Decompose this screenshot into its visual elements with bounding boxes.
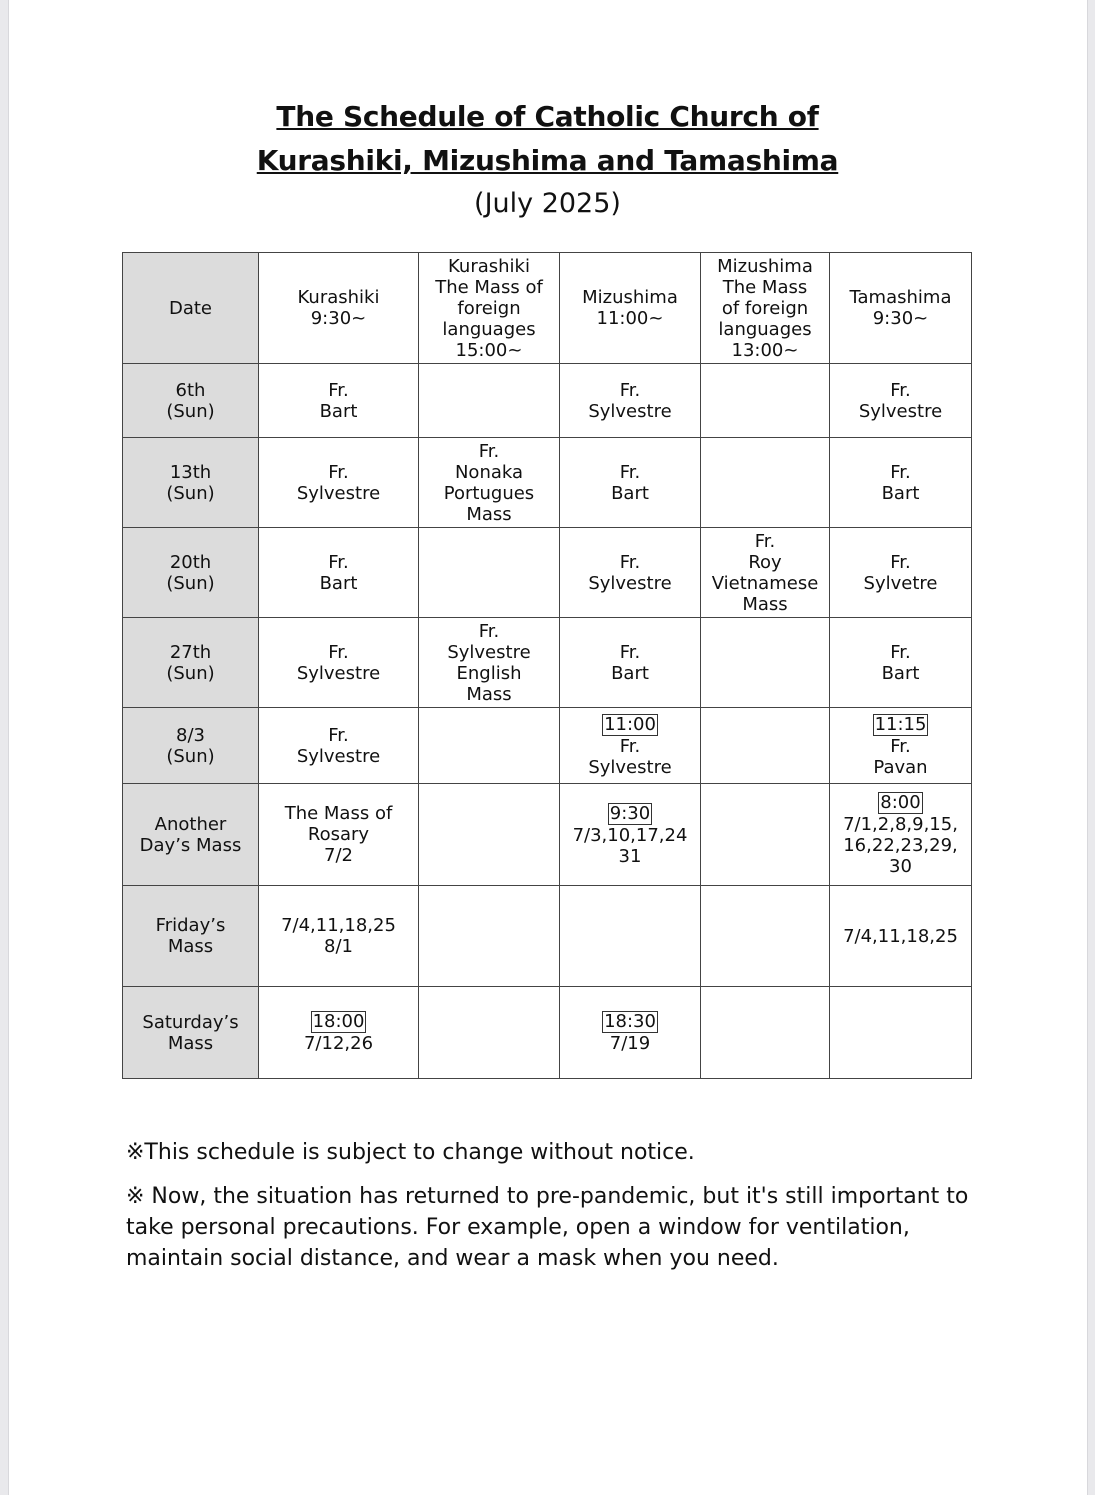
cell-mizushima	[560, 708, 701, 784]
cell-mizushima: Fr. Bart	[560, 438, 701, 528]
cell-mizushima	[560, 784, 701, 886]
table-row	[123, 987, 972, 1079]
header-tamashima: Tamashima 9:30~	[830, 253, 972, 364]
cell-mizushima-foreign	[701, 987, 830, 1079]
cell-kurashiki: 7/4,11,18,25 8/1	[259, 886, 419, 987]
table-row	[123, 364, 972, 438]
cell-text: Fr. Pavan	[873, 735, 928, 778]
header-kurashiki-foreign: Kurashiki The Mass of foreign languages 15:00~	[419, 253, 560, 364]
time-box: 11:00	[604, 713, 656, 735]
cell-kurashiki-foreign	[419, 364, 560, 438]
cell-mizushima-foreign	[701, 886, 830, 987]
row-date: 8/3 (Sun)	[123, 708, 259, 784]
cell-kurashiki-foreign: Fr. Nonaka Portugues Mass	[419, 438, 560, 528]
cell-tamashima: Fr. Bart	[830, 438, 972, 528]
row-date: 13th (Sun)	[123, 438, 259, 528]
row-date: 6th (Sun)	[123, 364, 259, 438]
cell-mizushima-foreign	[701, 784, 830, 886]
cell-tamashima: Fr. Sylvestre	[830, 364, 972, 438]
cell-kurashiki-foreign	[419, 886, 560, 987]
time-box: 8:00	[880, 792, 921, 813]
cell-tamashima	[830, 708, 972, 784]
row-date: Another Day’s Mass	[123, 784, 259, 886]
cell-mizushima: Fr. Sylvestre	[560, 364, 701, 438]
cell-mizushima-foreign	[701, 438, 830, 528]
cell-mizushima: Fr. Sylvestre	[560, 528, 701, 618]
page-title-line1: The Schedule of Catholic Church of	[276, 100, 819, 133]
cell-kurashiki	[259, 987, 419, 1079]
cell-tamashima: Fr. Sylvetre	[830, 528, 972, 618]
cell-tamashima	[830, 784, 972, 886]
cell-text: Fr. Sylvestre	[588, 735, 672, 778]
cell-tamashima	[830, 987, 972, 1079]
cell-kurashiki: Fr. Bart	[259, 364, 419, 438]
note-subject-to-change: ※This schedule is subject to change without notice.	[126, 1140, 695, 1165]
cell-tamashima: 7/4,11,18,25	[830, 886, 972, 987]
cell-text: 7/3,10,17,24 31	[572, 824, 688, 867]
cell-mizushima: Fr. Bart	[560, 618, 701, 708]
cell-tamashima: Fr. Bart	[830, 618, 972, 708]
cell-mizushima	[560, 886, 701, 987]
cell-kurashiki: Fr. Sylvestre	[259, 708, 419, 784]
row-date: Friday’s Mass	[123, 886, 259, 987]
cell-mizushima-foreign	[701, 708, 830, 784]
page-subtitle: (July 2025)	[474, 188, 621, 219]
cell-kurashiki-foreign: Fr. Sylvestre English Mass	[419, 618, 560, 708]
cell-kurashiki-foreign	[419, 708, 560, 784]
row-date: Saturday’s Mass	[123, 987, 259, 1079]
time-box: 18:30	[604, 1011, 656, 1032]
cell-text: 7/1,2,8,9,15, 16,22,23,29, 30	[843, 814, 958, 877]
cell-kurashiki: Fr. Bart	[259, 528, 419, 618]
time-box: 9:30	[609, 802, 651, 824]
table-row	[123, 784, 972, 886]
cell-mizushima-foreign: Fr. Roy Vietnamese Mass	[701, 528, 830, 618]
table-row	[123, 708, 972, 784]
table-row	[123, 886, 972, 987]
table-row	[123, 528, 972, 618]
cell-mizushima-foreign	[701, 364, 830, 438]
cell-text: 7/12,26	[303, 1033, 374, 1054]
cell-kurashiki-foreign	[419, 987, 560, 1079]
row-date: 27th (Sun)	[123, 618, 259, 708]
header-kurashiki: Kurashiki 9:30~	[259, 253, 419, 364]
table-header-row	[123, 253, 972, 364]
table-row	[123, 618, 972, 708]
cell-mizushima	[560, 987, 701, 1079]
cell-kurashiki-foreign	[419, 528, 560, 618]
cell-mizushima-foreign	[701, 618, 830, 708]
page-title-line2: Kurashiki, Mizushima and Tamashima	[256, 144, 839, 177]
time-box: 11:15	[874, 713, 927, 735]
row-date: 20th (Sun)	[123, 528, 259, 618]
table-row	[123, 438, 972, 528]
schedule-table	[122, 252, 972, 1079]
cell-kurashiki: The Mass of Rosary 7/2	[259, 784, 419, 886]
cell-kurashiki-foreign	[419, 784, 560, 886]
cell-text: 7/19	[609, 1033, 651, 1054]
cell-kurashiki: Fr. Sylvestre	[259, 618, 419, 708]
header-mizushima-foreign: Mizushima The Mass of foreign languages 13:00~	[701, 253, 830, 364]
header-date: Date	[123, 253, 259, 364]
time-box: 18:00	[312, 1011, 365, 1032]
cell-kurashiki: Fr. Sylvestre	[259, 438, 419, 528]
header-mizushima: Mizushima 11:00~	[560, 253, 701, 364]
note-precautions: ※ Now, the situation has returned to pre-pandemic, but it's still important to take personal precautions. For example, open a window for ventilation, maintain social distance, and wear a mask when you need.	[126, 1184, 969, 1271]
